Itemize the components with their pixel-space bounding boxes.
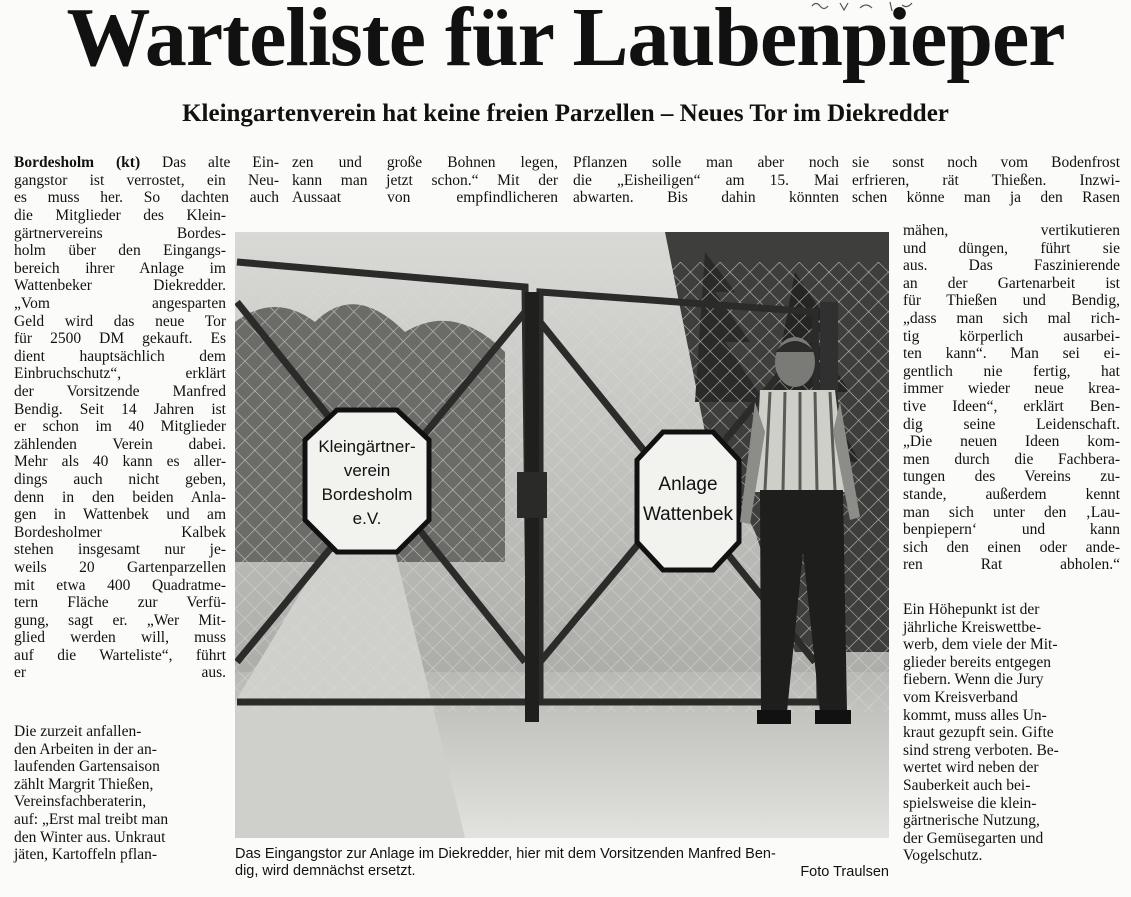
sign-right-line-1: Anlage <box>658 474 718 495</box>
col1-top-paragraph <box>14 154 279 207</box>
dateline: Bordesholm (kt) <box>14 154 141 171</box>
col3-top-paragraph: Pflanzen solle man aber noch die „Eisheiligen“ am 15. Mai abwarten. Bis dahin könnten <box>573 154 839 207</box>
sign-left-line-2: verein <box>343 461 391 480</box>
col4-paragraph-2: Ein Höhepunkt ist der jährliche Kreiswettbe- werb, dem viele der Mit- glieder bereits entgegen fiebern. Wenn die Jury vom Kreisverband kommt, muss alles Un- kraut gezupft sein. Gifte sind streng verboten. Be- wertet wird neben der Sauberkeit auch bei- spielsweise die klein- gärtnerische Nutzung, der Gemüsegarten und Vogelschutz. <box>903 601 1059 865</box>
photo-caption: Das Eingangstor zur Anlage im Diekredder, hier mit dem Vorsitzenden Manfred Ben- dig, wird demnächst ersetzt. <box>235 846 776 879</box>
handwritten-scribble <box>810 0 930 12</box>
col2-top-paragraph: zen und große Bohnen legen, kann man jetzt schon.“ Mit der Aussaat von empfindlicheren <box>292 154 558 207</box>
headline: Warteliste für Laubenpieper <box>66 0 1065 84</box>
photo-garden-gate <box>235 232 889 838</box>
col4-paragraph-1: mähen, vertikutieren und düngen, führt sie aus. Das Faszinierende an der Gartenarbeit ist für Thießen und Bendig, „dass man sich mal rich- tig körperlich ausarbei- ten kann“. Man sei ei- gentlich nie fertig, hat immer wieder neue krea- tive Ideen“, erklärt Ben- dig seine Leidenschaft. „Die neuen Ideen kom- men durch die Fachbera- tungen des Vereins zu- stande, außerdem kennt man sich unter den ‚Lau- benpiepern‘ und kann sich den einen oder ande- ren Rat abholen.“ <box>903 222 1120 574</box>
photo-illustration <box>235 232 889 838</box>
photo-credit: Foto Traulsen <box>800 864 889 880</box>
sign-right-line-2: Wattenbek <box>642 504 734 525</box>
subheadline: Kleingartenverein hat keine freien Parzellen – Neues Tor im Diekredder <box>182 100 949 127</box>
col1-top-text: Das alte Ein- gangstor ist verrostet, ein Neu- es muss her. So dachten auch <box>14 154 279 207</box>
col4-top-paragraph: sie sonst noch vom Bodenfrost erfrieren, rät Thießen. Inzwi- schen könne man ja den Rasen <box>852 154 1120 207</box>
sign-left-line-3: Bordesholm <box>321 485 413 504</box>
col1-paragraph-3: Die zurzeit anfallen- den Arbeiten in der an- laufenden Gartensaison zählt Margrit Thießen, Vereinsfachberaterin, auf: „Erst mal treibt man den Winter aus. Unkraut jäten, Kartoffeln pflan- <box>14 723 169 864</box>
col1-paragraph-2: „Vom angesparten Geld wird das neue Tor für 2500 DM gekauft. Es dient hauptsächlich dem Einbruchschutz“, erklärt der Vorsitzende Manfred Bendig. Seit 14 Jahren ist er schon im 40 Mitglieder zählenden Verein dabei. Mehr als 40 kann es aller- dings auch nicht geben, denn in den beiden Anla- gen in Wattenbek und am Bordesholmer Kalbek stehen insgesamt nur je- weils 20 Gartenparzellen mit etwa 400 Quadratme- tern Fläche zur Verfü- gung, sagt er. „Wer Mit- glied werden will, muss auf die Warteliste“, führt er aus. <box>14 295 226 682</box>
col1-paragraph-1: die Mitglieder des Klein- gärtnervereins Bordes- holm über den Eingangs- bereich ihrer Anlage im Wattenbeker Diekredder. <box>14 207 226 295</box>
sign-left-line-4: e.V. <box>352 509 382 528</box>
sign-left-line-1: Kleingärtner- <box>318 437 416 456</box>
